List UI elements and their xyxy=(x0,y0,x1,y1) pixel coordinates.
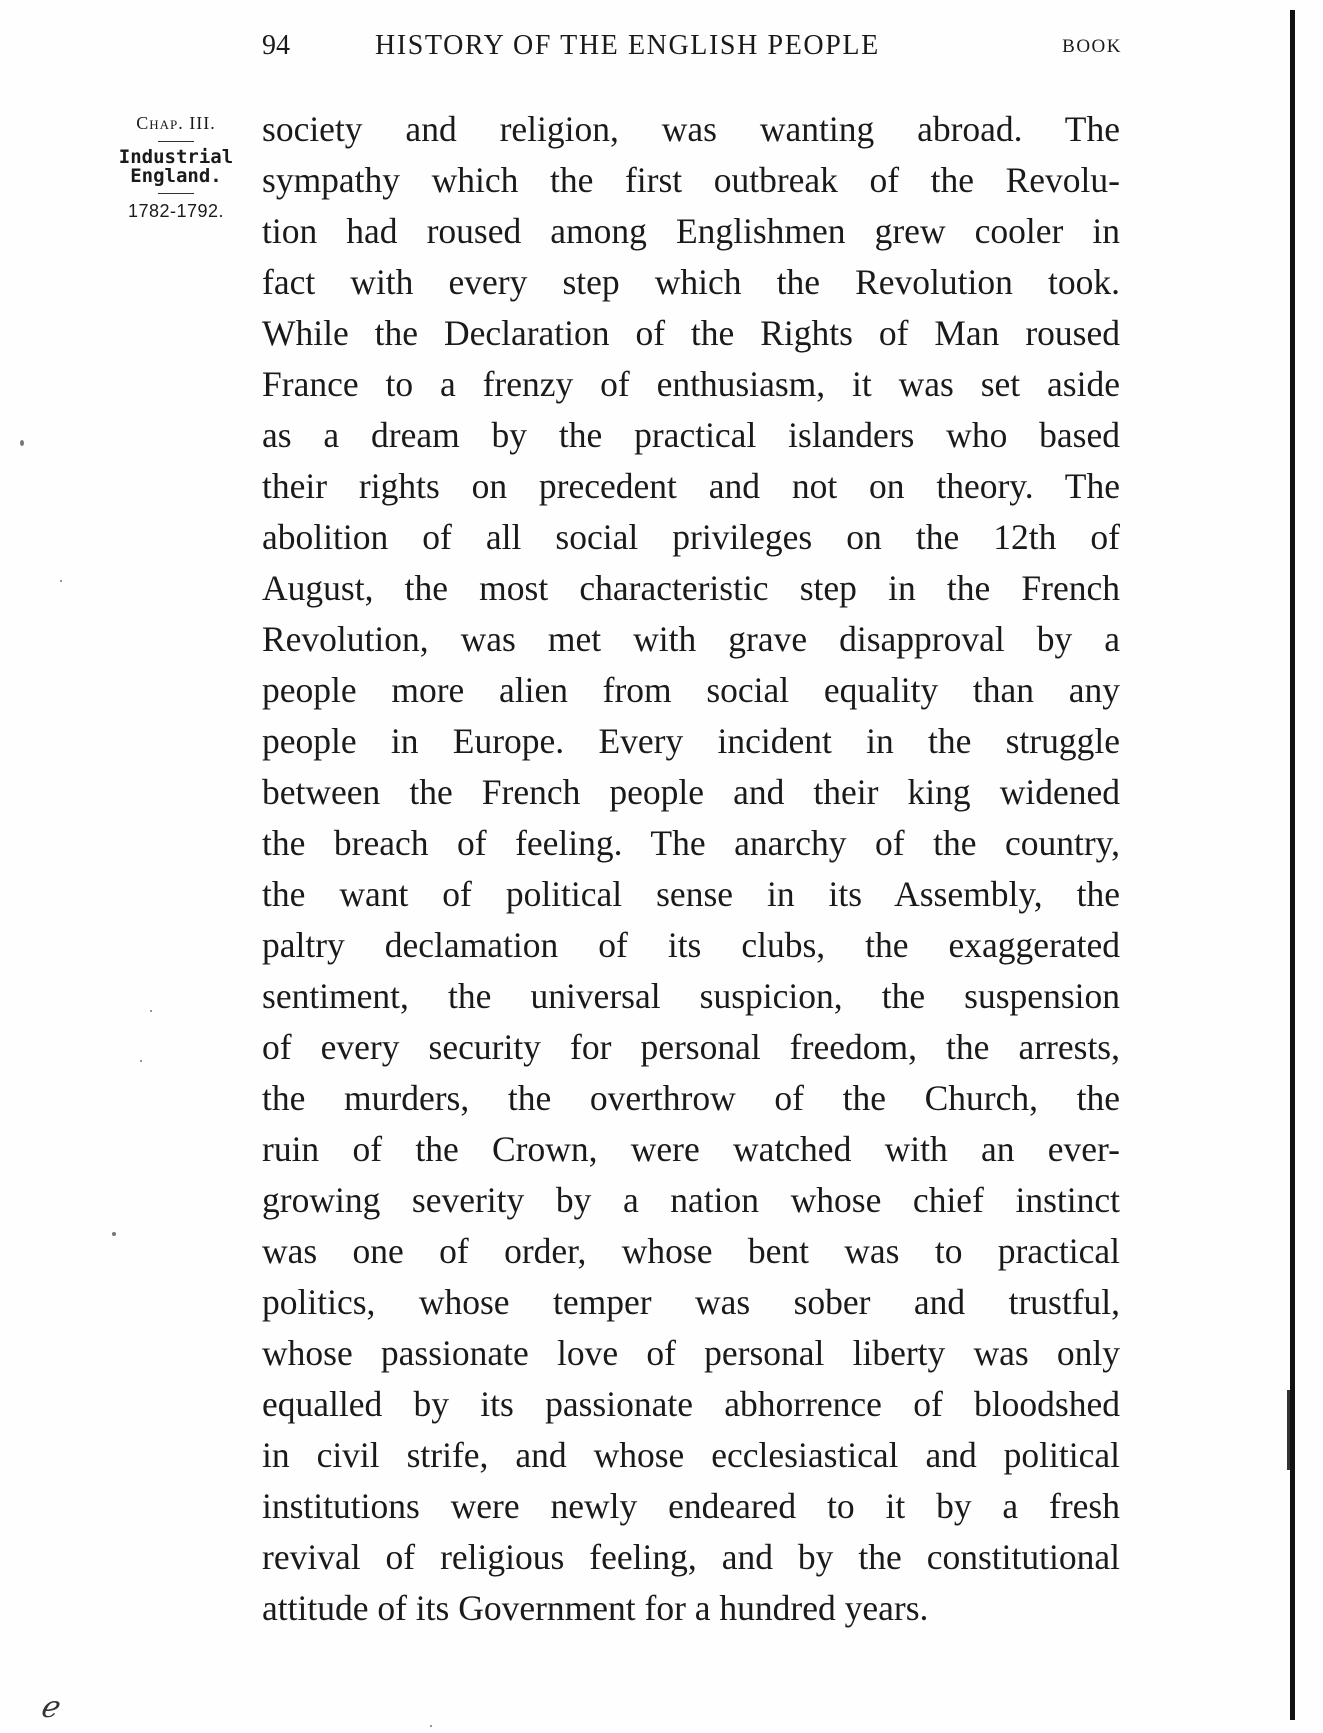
text-line: sentiment, the universal suspicion, the suspension xyxy=(262,976,1120,1016)
text-line: institutions were newly endeared to it by a fresh xyxy=(262,1486,1120,1526)
text-line: the want of political sense in its Assembly, the xyxy=(262,874,1120,914)
text-line: as a dream by the practical islanders who based xyxy=(262,415,1120,455)
scan-edge-mark xyxy=(1287,1390,1290,1470)
book-label: BOOK xyxy=(1062,36,1122,57)
text-line: people in Europe. Every incident in the struggle xyxy=(262,721,1120,761)
scan-speck xyxy=(140,1060,142,1062)
scan-smudge: ℯ xyxy=(40,1690,58,1725)
text-line: in civil strife, and whose ecclesiastical and political xyxy=(262,1435,1120,1475)
text-line: of every security for personal freedom, the arrests, xyxy=(262,1027,1120,1067)
text-line: France to a frenzy of enthusiasm, it was set aside xyxy=(262,364,1120,404)
page-number: 94 xyxy=(262,30,290,61)
topic-label-line2: England. xyxy=(130,165,222,187)
margin-sidenote xyxy=(106,112,246,222)
scan-speck xyxy=(20,440,24,446)
text-line: equalled by its passionate abhorrence of bloodshed xyxy=(262,1384,1120,1424)
sidenote-divider xyxy=(158,193,194,194)
text-line: growing severity by a nation whose chief instinct xyxy=(262,1180,1120,1220)
scan-speck xyxy=(150,1010,152,1012)
sidenote-divider xyxy=(158,141,194,142)
date-range: 1782-1792. xyxy=(127,201,225,221)
text-line: their rights on precedent and not on theory. The xyxy=(262,466,1120,506)
scan-speck xyxy=(60,580,62,582)
text-line: politics, whose temper was sober and trustful, xyxy=(262,1282,1120,1322)
running-title: HISTORY OF THE ENGLISH PEOPLE xyxy=(375,30,880,61)
text-line: society and religion, was wanting abroad. The xyxy=(262,109,1120,149)
topic-label-line1: Industrial xyxy=(118,146,234,168)
text-line: between the French people and their king widened xyxy=(262,772,1120,812)
text-line: While the Declaration of the Rights of Man roused xyxy=(262,313,1120,353)
text-line: people more alien from social equality than any xyxy=(262,670,1120,710)
text-line-last: attitude of its Government for a hundred years. xyxy=(262,1588,929,1628)
scan-speck xyxy=(112,1232,116,1236)
text-line: revival of religious feeling, and by the constitutional xyxy=(262,1537,1120,1577)
text-line: paltry declamation of its clubs, the exaggerated xyxy=(262,925,1120,965)
text-line: whose passionate love of personal liberty was only xyxy=(262,1333,1120,1373)
text-line: the murders, the overthrow of the Church, the xyxy=(262,1078,1120,1118)
chapter-label: Chap. III. xyxy=(136,113,216,133)
text-line: Revolution, was met with grave disapproval by a xyxy=(262,619,1120,659)
body-text xyxy=(262,104,1120,1634)
text-line: fact with every step which the Revolution took. xyxy=(262,262,1120,302)
running-header xyxy=(262,30,1122,70)
text-line: the breach of feeling. The anarchy of the country, xyxy=(262,823,1120,863)
text-line: tion had roused among Englishmen grew cooler in xyxy=(262,211,1120,251)
scan-edge-bar xyxy=(1290,10,1295,1720)
text-line: abolition of all social privileges on the 12th of xyxy=(262,517,1120,557)
text-line: was one of order, whose bent was to practical xyxy=(262,1231,1120,1271)
text-line: ruin of the Crown, were watched with an ever- xyxy=(262,1129,1120,1169)
scan-speck xyxy=(430,1725,432,1727)
text-line: sympathy which the first outbreak of the Revolu- xyxy=(262,160,1120,200)
text-line: August, the most characteristic step in the French xyxy=(262,568,1120,608)
